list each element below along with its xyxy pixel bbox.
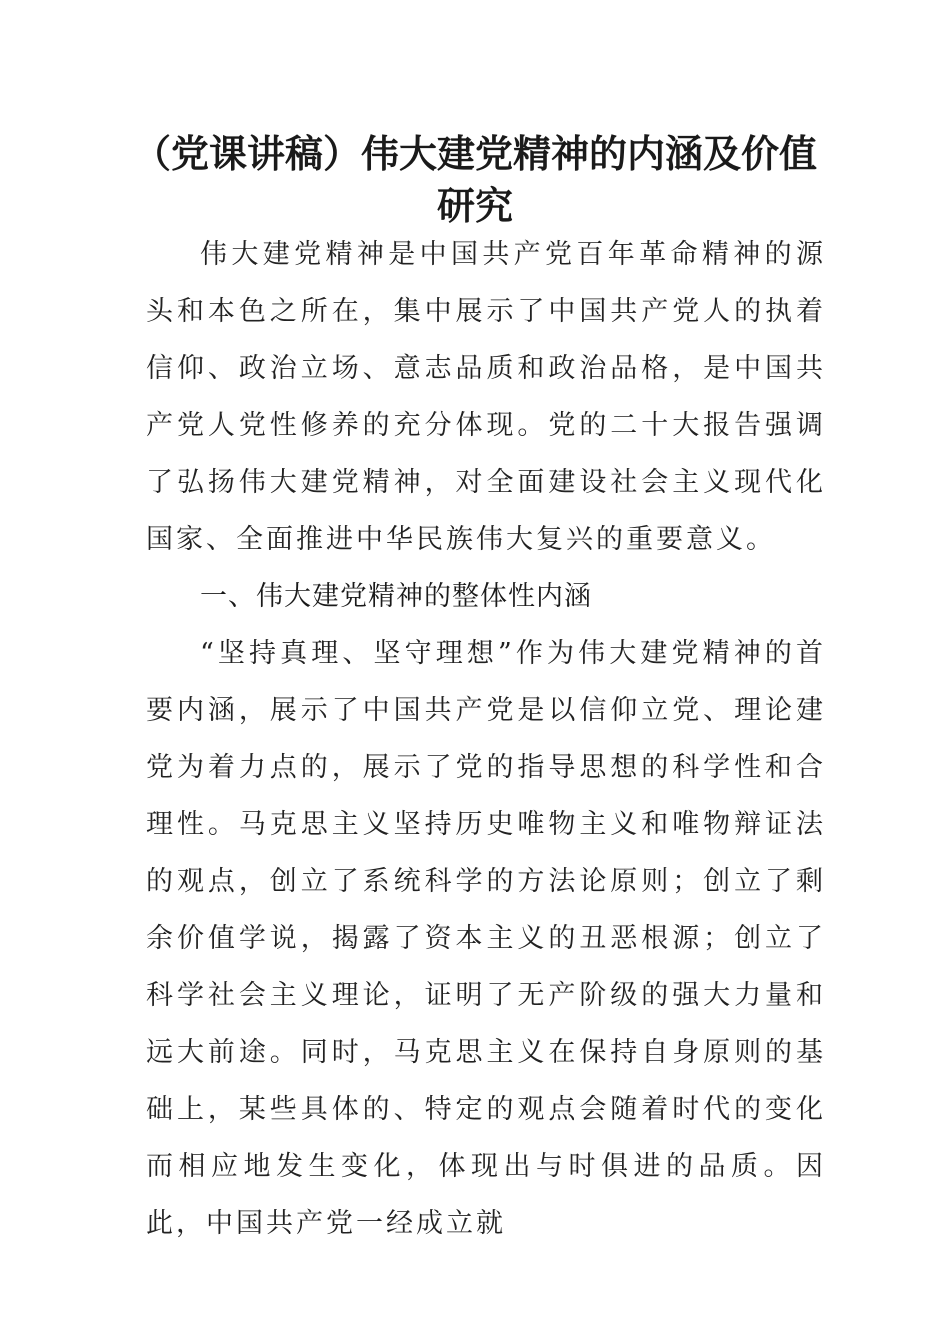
document-body <box>146 226 826 1252</box>
paragraph-section-1: “坚持真理、坚守理想”作为伟大建党精神的首要内涵，展示了中国共产党是以信仰立党、理论建党为着力点的，展示了党的指导思想的科学性和合理性。马克思主义坚持历史唯物主义和唯物辩证法的观点，创立了系统科学的方法论原则；创立了剩余价值学说，揭露了资本主义的丑恶根源；创立了科学社会主义理论，证明了无产阶级的强大力量和远大前途。同时，马克思主义在保持自身原则的基础上，某些具体的、特定的观点会随着时代的变化而相应地发生变化，体现出与时俱进的品质。因此，中国共产党一经成立就 <box>146 638 826 1239</box>
document-title: （党课讲稿）伟大建党精神的内涵及价值研究 <box>132 132 817 228</box>
section-heading: 一、伟大建党精神的整体性内涵 <box>200 581 592 612</box>
paragraph-intro: 伟大建党精神是中国共产党百年革命精神的源头和本色之所在，集中展示了中国共产党人的执着信仰、政治立场、意志品质和政治品格，是中国共产党人党性修养的充分体现。党的二十大报告强调了弘扬伟大建党精神，对全面建设社会主义现代化国家、全面推进中华民族伟大复兴的重要意义。 <box>146 239 826 555</box>
